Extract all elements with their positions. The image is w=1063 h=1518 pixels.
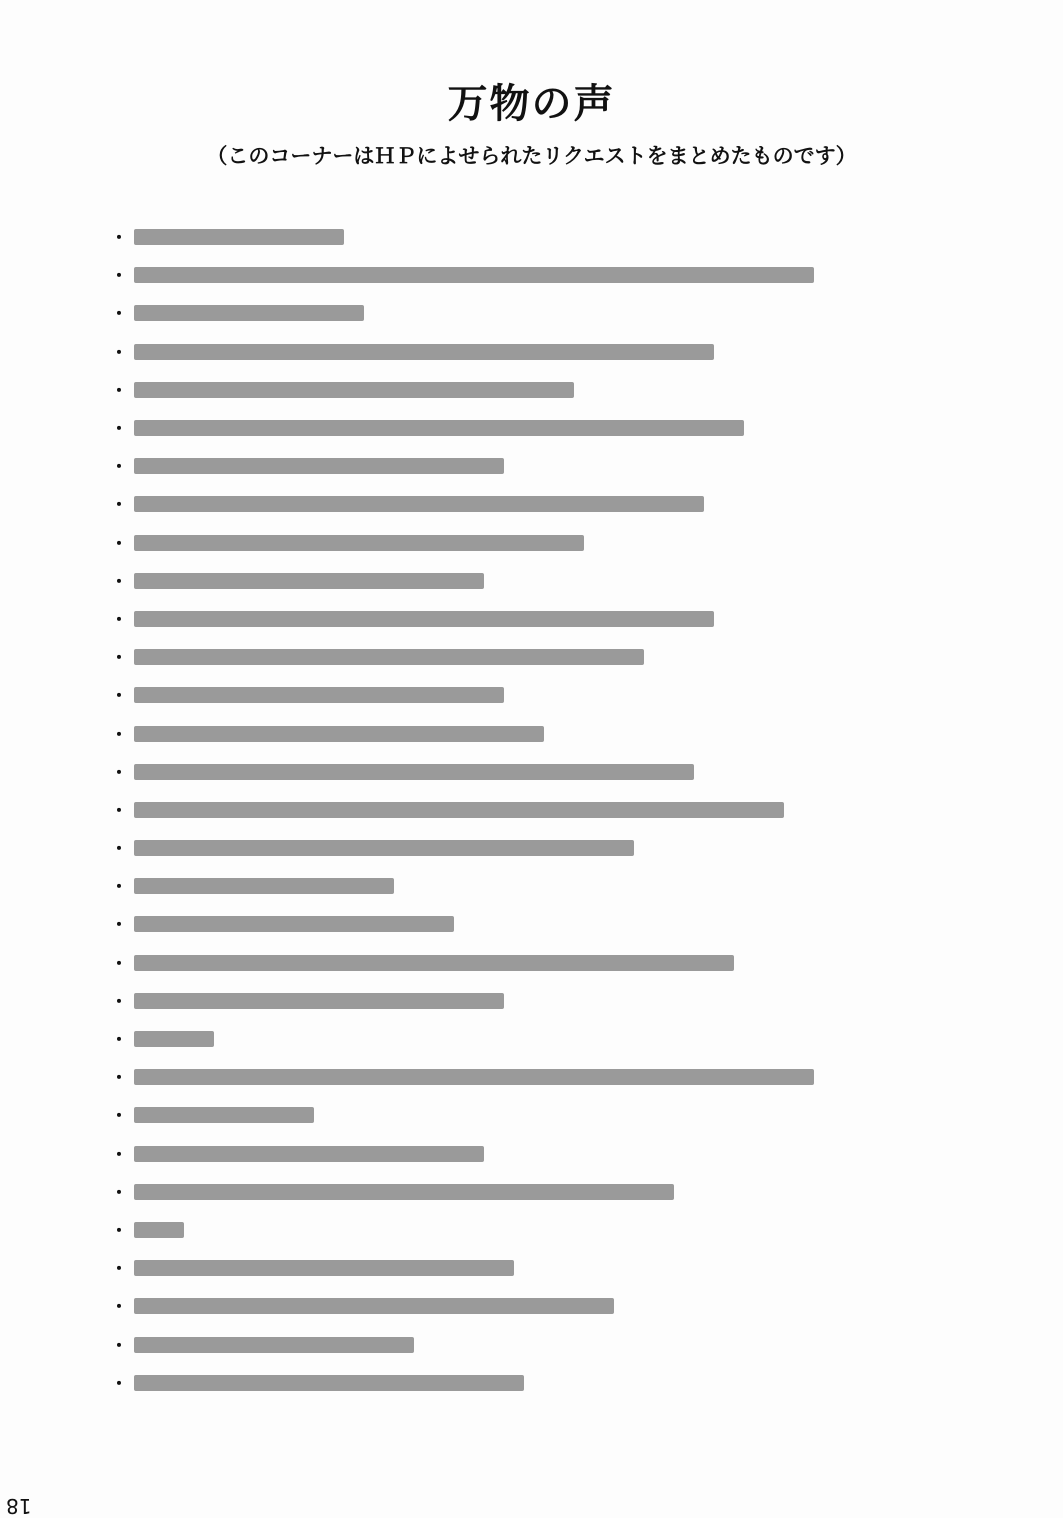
redacted-text — [134, 1375, 524, 1391]
bullet: ・ — [110, 1144, 128, 1166]
bullet: ・ — [110, 877, 128, 899]
list-item — [110, 1096, 870, 1134]
redacted-text — [134, 878, 394, 894]
redacted-text — [134, 458, 504, 474]
bullet: ・ — [110, 342, 128, 364]
list-item — [110, 714, 870, 752]
bullet: ・ — [110, 228, 128, 250]
list-item — [110, 1287, 870, 1325]
bullet: ・ — [110, 266, 128, 288]
bullet: ・ — [110, 1259, 128, 1281]
redacted-text — [134, 993, 504, 1009]
redacted-text — [134, 1260, 514, 1276]
list-item — [110, 256, 870, 294]
bullet: ・ — [110, 1335, 128, 1357]
redacted-text — [134, 1107, 314, 1123]
list-item — [110, 1211, 870, 1249]
redacted-text — [134, 1222, 184, 1238]
redacted-text — [134, 420, 744, 436]
bullet: ・ — [110, 1182, 128, 1204]
bullet: ・ — [110, 1068, 128, 1090]
redacted-text — [134, 649, 644, 665]
list-item — [110, 638, 870, 676]
list-item — [110, 562, 870, 600]
bullet: ・ — [110, 457, 128, 479]
list-item — [110, 944, 870, 982]
bullet: ・ — [110, 1220, 128, 1242]
list-item — [110, 447, 870, 485]
list-item — [110, 1020, 870, 1058]
bullet: ・ — [110, 571, 128, 593]
page-subtitle: （このコーナーはＨＰによせられたリクエストをまとめたものです） — [206, 144, 857, 168]
list-item — [110, 1135, 870, 1173]
bullet: ・ — [110, 915, 128, 937]
request-list — [110, 218, 870, 1402]
list-item — [110, 867, 870, 905]
list-item — [110, 791, 870, 829]
bullet: ・ — [110, 991, 128, 1013]
list-item — [110, 905, 870, 943]
redacted-text — [134, 840, 634, 856]
bullet: ・ — [110, 762, 128, 784]
bullet: ・ — [110, 1106, 128, 1128]
bullet: ・ — [110, 1297, 128, 1319]
redacted-text — [134, 916, 454, 932]
bullet: ・ — [110, 533, 128, 555]
redacted-text — [134, 1031, 214, 1047]
bullet: ・ — [110, 304, 128, 326]
redacted-text — [134, 382, 574, 398]
list-item — [110, 1364, 870, 1402]
redacted-text — [134, 1337, 414, 1353]
bullet: ・ — [110, 724, 128, 746]
list-item — [110, 1325, 870, 1363]
list-item — [110, 333, 870, 371]
redacted-text — [134, 344, 714, 360]
bullet: ・ — [110, 839, 128, 861]
redacted-text — [134, 1069, 814, 1085]
redacted-text — [134, 267, 814, 283]
list-item — [110, 829, 870, 867]
list-item — [110, 1058, 870, 1096]
page-title: 万物の声 — [447, 81, 616, 127]
redacted-text — [134, 535, 584, 551]
redacted-text — [134, 687, 504, 703]
redacted-text — [134, 229, 344, 245]
list-item — [110, 294, 870, 332]
bullet: ・ — [110, 495, 128, 517]
redacted-text — [134, 726, 544, 742]
list-item — [110, 409, 870, 447]
list-item — [110, 676, 870, 714]
bullet: ・ — [110, 686, 128, 708]
redacted-text — [134, 573, 484, 589]
redacted-text — [134, 1298, 614, 1314]
bullet: ・ — [110, 609, 128, 631]
bullet: ・ — [110, 1030, 128, 1052]
list-item — [110, 485, 870, 523]
bullet: ・ — [110, 1373, 128, 1395]
bullet: ・ — [110, 380, 128, 402]
bullet: ・ — [110, 800, 128, 822]
redacted-text — [134, 1146, 484, 1162]
bullet: ・ — [110, 953, 128, 975]
list-item — [110, 1173, 870, 1211]
redacted-text — [134, 955, 734, 971]
list-item — [110, 982, 870, 1020]
list-item — [110, 600, 870, 638]
redacted-text — [134, 1184, 674, 1200]
redacted-text — [134, 764, 694, 780]
page-number: 18 — [6, 1494, 32, 1518]
list-item — [110, 524, 870, 562]
list-item — [110, 1249, 870, 1287]
list-item — [110, 753, 870, 791]
bullet: ・ — [110, 419, 128, 441]
redacted-text — [134, 305, 364, 321]
list-item — [110, 218, 870, 256]
redacted-text — [134, 611, 714, 627]
redacted-text — [134, 496, 704, 512]
redacted-text — [134, 802, 784, 818]
list-item — [110, 371, 870, 409]
bullet: ・ — [110, 648, 128, 670]
